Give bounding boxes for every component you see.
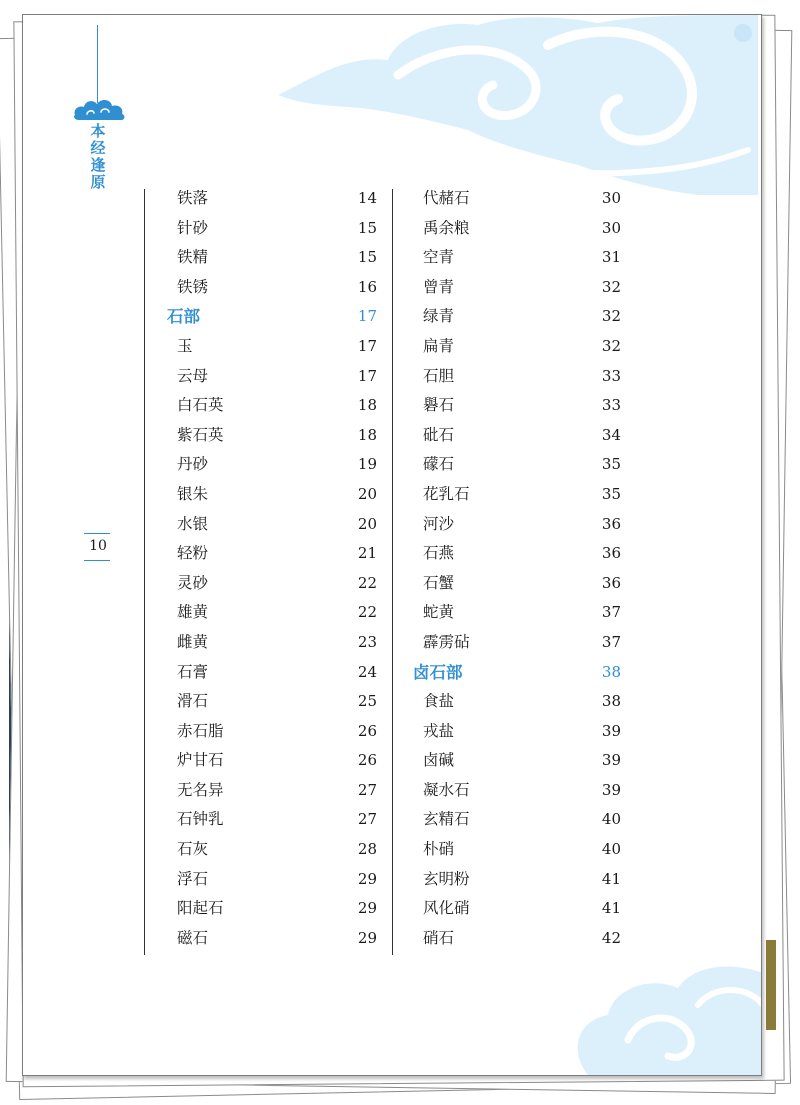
toc-entry-title: 炉甘石 (177, 751, 224, 770)
toc-entry-title: 石燕 (423, 544, 455, 563)
toc-entry-title: 蛇黄 (423, 603, 455, 622)
page-number-rule-top (84, 533, 110, 534)
toc-page-number: 23 (357, 632, 377, 651)
toc-page-number: 36 (601, 544, 621, 563)
toc-entry-title: 空青 (423, 248, 455, 267)
toc-entry (413, 539, 621, 569)
toc-entry (167, 865, 377, 895)
toc-entry (413, 362, 621, 392)
toc-column-right (413, 184, 621, 953)
toc-entry (413, 746, 621, 776)
toc-section-heading (413, 658, 621, 688)
toc-entry-title: 凝水石 (423, 780, 470, 799)
toc-section-title: 石部 (167, 307, 200, 327)
toc-entry-title: 霹雳砧 (423, 632, 470, 651)
toc-entry (413, 776, 621, 806)
toc-page-number: 42 (601, 928, 621, 947)
toc-entry-title: 紫石英 (177, 425, 224, 444)
auspicious-cloud-decoration-bottom (568, 960, 762, 1075)
toc-page-number: 35 (601, 484, 621, 503)
toc-entry-title: 浮石 (177, 869, 209, 888)
toc-entry-title: 河沙 (423, 514, 455, 533)
toc-entry-title: 水银 (177, 514, 209, 533)
toc-entry (413, 421, 621, 451)
toc-page-number: 26 (357, 721, 377, 740)
toc-entry (413, 687, 621, 717)
toc-page-number: 17 (357, 307, 377, 326)
toc-entry (413, 214, 621, 244)
toc-entry (413, 243, 621, 273)
toc-entry (167, 776, 377, 806)
toc-entry (167, 421, 377, 451)
toc-entry (413, 628, 621, 658)
toc-entry (413, 480, 621, 510)
toc-page-number: 28 (357, 840, 377, 859)
document-page (22, 14, 762, 1076)
toc-entry-title: 阳起石 (177, 899, 224, 918)
toc-entry-title: 食盐 (423, 692, 455, 711)
toc-page-number: 38 (601, 692, 621, 711)
toc-entry-title: 曾青 (423, 277, 455, 296)
toc-page-number: 26 (357, 751, 377, 770)
running-head-book-title: 本经逢原 (90, 122, 106, 191)
toc-entry (167, 805, 377, 835)
toc-page-number: 32 (601, 307, 621, 326)
toc-entry (167, 687, 377, 717)
toc-entry (167, 362, 377, 392)
toc-entry (413, 391, 621, 421)
toc-page-number: 29 (357, 928, 377, 947)
toc-entry-title: 石胆 (423, 366, 455, 385)
toc-page-number: 25 (357, 692, 377, 711)
toc-entry-title: 砒石 (423, 425, 455, 444)
toc-entry (167, 569, 377, 599)
toc-page-number: 32 (601, 277, 621, 296)
toc-section-title: 卤石部 (413, 662, 463, 682)
column-rule-right (392, 189, 393, 955)
book-edge-gold (766, 940, 776, 1030)
toc-entry (413, 835, 621, 865)
toc-entry (413, 924, 621, 954)
toc-entry (167, 510, 377, 540)
toc-column-left (167, 184, 377, 953)
toc-entry (167, 894, 377, 924)
toc-entry-title: 风化硝 (423, 899, 470, 918)
toc-page-number: 17 (357, 366, 377, 385)
toc-page-number: 16 (357, 277, 377, 296)
toc-entry (167, 214, 377, 244)
column-rule-left (144, 189, 145, 955)
toc-entry (167, 273, 377, 303)
toc-entry (167, 450, 377, 480)
toc-page-number: 33 (601, 366, 621, 385)
toc-page-number: 27 (357, 810, 377, 829)
auspicious-cloud-decoration-top (278, 15, 758, 195)
toc-entry (413, 450, 621, 480)
toc-page-number: 29 (357, 899, 377, 918)
toc-entry-title: 玄精石 (423, 810, 470, 829)
toc-entry (413, 184, 621, 214)
toc-entry-title: 滑石 (177, 692, 209, 711)
toc-entry-title: 朴硝 (423, 840, 455, 859)
toc-page-number: 38 (601, 662, 621, 681)
toc-page-number: 30 (601, 189, 621, 207)
toc-entry (167, 598, 377, 628)
toc-entry (413, 805, 621, 835)
toc-page-number: 39 (601, 721, 621, 740)
toc-entry-title: 卤碱 (423, 751, 455, 770)
toc-entry-title: 石灰 (177, 840, 209, 859)
toc-page-number: 20 (357, 514, 377, 533)
toc-page-number: 40 (601, 810, 621, 829)
toc-page-number: 36 (601, 573, 621, 592)
toc-section-heading (167, 302, 377, 332)
toc-entry-title: 石膏 (177, 662, 209, 681)
toc-entry (167, 835, 377, 865)
toc-entry (167, 332, 377, 362)
toc-entry-title: 扁青 (423, 336, 455, 355)
toc-page-number: 32 (601, 336, 621, 355)
toc-page-number: 19 (357, 455, 377, 474)
toc-entry (413, 302, 621, 332)
toc-entry (413, 332, 621, 362)
toc-entry-title: 礜石 (423, 396, 455, 415)
toc-entry-title: 丹砂 (177, 455, 209, 474)
toc-entry-title: 玉 (177, 336, 193, 355)
toc-page-number: 22 (357, 573, 377, 592)
toc-entry-title: 玄明粉 (423, 869, 470, 888)
toc-entry (413, 510, 621, 540)
toc-entry-title: 禹余粮 (423, 218, 470, 237)
toc-page-number: 18 (357, 425, 377, 444)
toc-page-number: 29 (357, 869, 377, 888)
toc-entry (413, 717, 621, 747)
toc-page-number: 24 (357, 662, 377, 681)
toc-page-number: 35 (601, 455, 621, 474)
toc-page-number: 34 (601, 425, 621, 444)
toc-entry-title: 绿青 (423, 307, 455, 326)
toc-entry-title: 灵砂 (177, 573, 209, 592)
toc-page-number: 27 (357, 780, 377, 799)
toc-entry-title: 白石英 (177, 396, 224, 415)
toc-page-number: 37 (601, 632, 621, 651)
toc-page-number: 37 (601, 603, 621, 622)
toc-entry-title: 磁石 (177, 928, 209, 947)
toc-page-number: 41 (601, 869, 621, 888)
toc-entry (413, 569, 621, 599)
toc-entry (167, 924, 377, 954)
toc-page-number: 31 (601, 248, 621, 267)
toc-entry-title: 针砂 (177, 218, 209, 237)
toc-entry-title: 轻粉 (177, 544, 209, 563)
toc-entry-title: 戎盐 (423, 721, 455, 740)
toc-page-number: 39 (601, 751, 621, 770)
toc-page-number: 22 (357, 603, 377, 622)
header-vertical-line (97, 25, 98, 103)
page-number: 10 (89, 538, 107, 554)
toc-entry-title: 花乳石 (423, 484, 470, 503)
toc-page-number: 33 (601, 396, 621, 415)
toc-entry-title: 硝石 (423, 928, 455, 947)
toc-page-number: 30 (601, 218, 621, 237)
toc-page-number: 15 (357, 218, 377, 237)
toc-page-number: 36 (601, 514, 621, 533)
toc-entry-title: 铁锈 (177, 277, 209, 296)
toc-entry (167, 539, 377, 569)
toc-entry-title: 石钟乳 (177, 810, 224, 829)
toc-entry (167, 243, 377, 273)
toc-entry (167, 658, 377, 688)
toc-page-number: 21 (357, 544, 377, 563)
toc-entry-title: 无名异 (177, 780, 224, 799)
toc-page-number: 39 (601, 780, 621, 799)
toc-entry (167, 184, 377, 214)
toc-entry (413, 598, 621, 628)
toc-page-number: 40 (601, 840, 621, 859)
toc-page-number: 18 (357, 396, 377, 415)
toc-entry (413, 894, 621, 924)
toc-entry-title: 云母 (177, 366, 209, 385)
toc-entry (167, 391, 377, 421)
toc-entry-title: 铁落 (177, 189, 209, 207)
toc-page-number: 14 (357, 189, 377, 207)
toc-entry-title: 石蟹 (423, 573, 455, 592)
toc-entry-title: 赤石脂 (177, 721, 224, 740)
toc-entry-title: 雄黄 (177, 603, 209, 622)
toc-page-number: 20 (357, 484, 377, 503)
toc-entry-title: 代赭石 (423, 189, 470, 207)
toc-entry (413, 273, 621, 303)
toc-entry (167, 480, 377, 510)
cloud-ornament-icon (71, 95, 127, 123)
toc-entry (413, 865, 621, 895)
toc-entry (167, 628, 377, 658)
toc-entry-title: 银朱 (177, 484, 209, 503)
toc-entry (167, 717, 377, 747)
toc-entry-title: 礞石 (423, 455, 455, 474)
toc-entry-title: 雌黄 (177, 632, 209, 651)
page-number-rule-bottom (84, 560, 110, 561)
toc-page-number: 15 (357, 248, 377, 267)
toc-page-number: 41 (601, 899, 621, 918)
toc-page-number: 17 (357, 336, 377, 355)
toc-entry-title: 铁精 (177, 248, 209, 267)
toc-entry (167, 746, 377, 776)
